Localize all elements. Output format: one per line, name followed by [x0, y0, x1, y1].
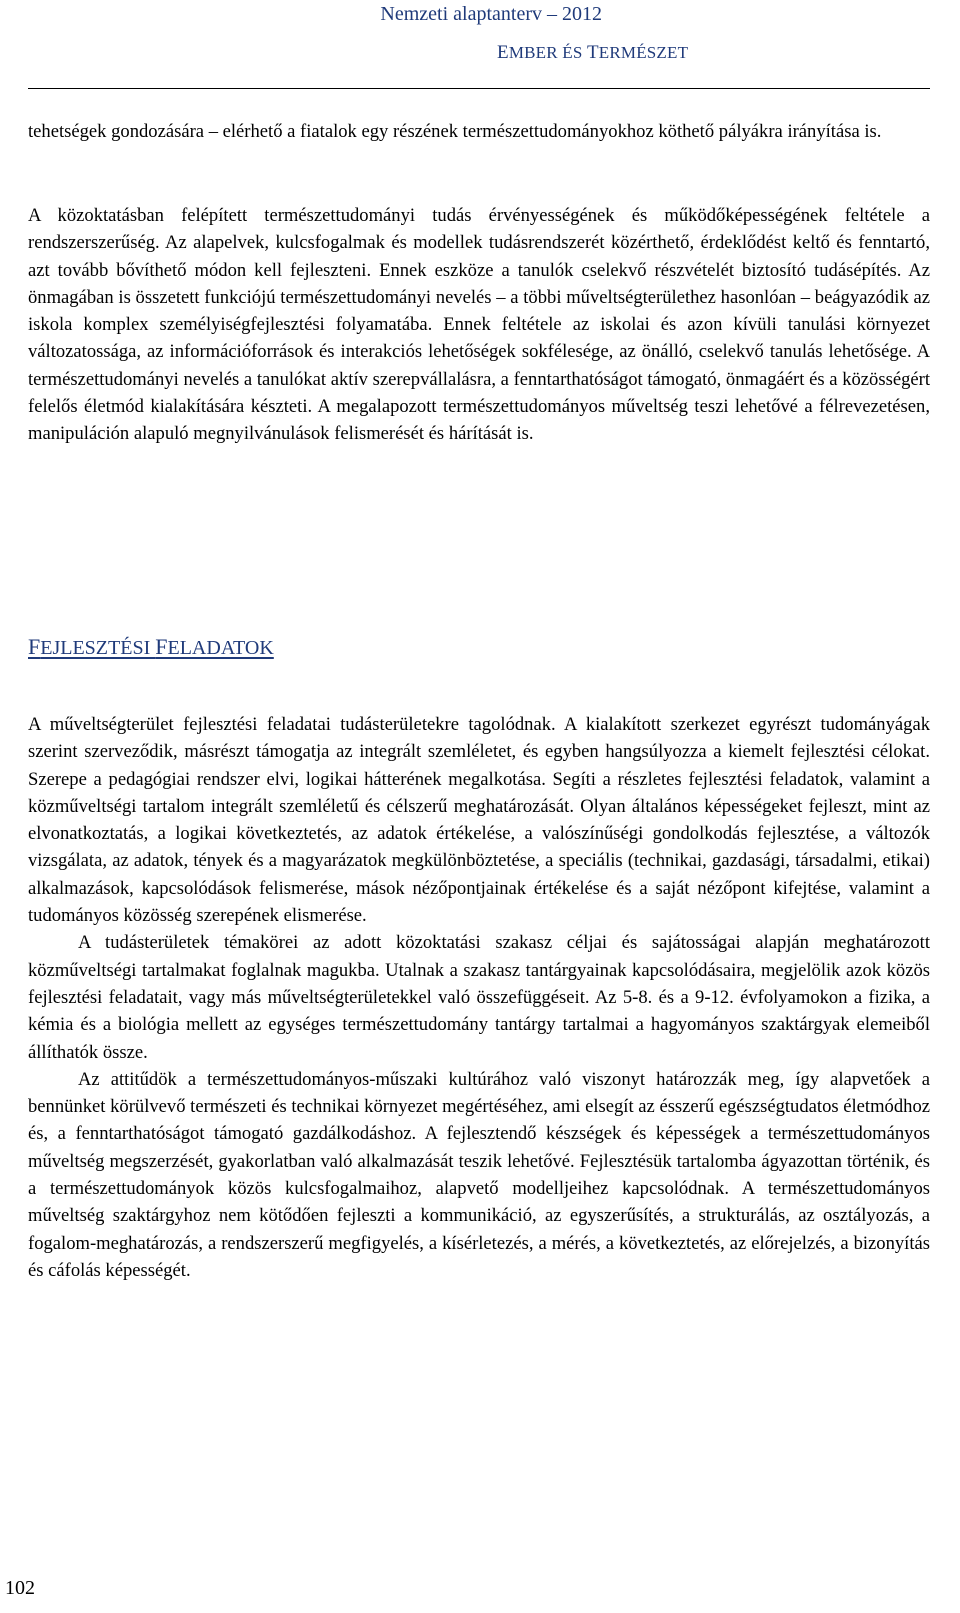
paragraph-structure: A műveltségterület fejlesztési feladatai tudásterületekre tagolódnak. A kialakított szerkezet egyrészt tudományágak szerint szerveződik, másrészt támogatja az integrált szemléletet, és egyben hangsúlyozza a kiemelt fejlesztési célokat. Szerepe a pedagógiai rendszer elvi, logikai hátterének megalkotása. Segíti a részletes fejlesztési feladatok, valamint a közműveltségi tartalom integrált szemléletű és célszerű meghatározását. Olyan általános képességeket fejleszt, mint az elvonatkoztatás, a logikai következtetés, az adatok értékelése, a valószínűségi gondolkodás fejlesztése, a változók vizsgálata, az adatok, tények és a magyarázatok megkülönböztetése, a speciális (technikai, gazdasági, társadalmi, etikai) alkalmazások, kapcsolódások felismerése, mások nézőpontjainak értékelése és a saját nézőpont kifejtése, valamint a tudományos közösség szerepének elismerése.: [28, 714, 930, 927]
paragraph-attitudes: Az attitűdök a természettudományos-műszaki kultúrához való viszonyt határozzák meg, így alapvetőek a bennünket körülvevő természeti és technikai környezet megértéséhez, ami elsegít az ésszerű egészségtudatos életmódhoz és, a fenntarthatóságot támogató gazdálkodáshoz. A fejlesztendő készségek és képességek a természettudományos műveltség megszerzését, gyakorlatban való alkalmazását teszik lehetővé. Fejlesztésük tartalomba ágyazottan történik, és a természettudományok közös kulcsfogalmaihoz, alapvető modelljeihez kapcsolódnak. A természettudományos műveltség szaktárgyhoz nem kötődően fejleszti a kommunikáció, az egyszerűsítés, a strukturálás, az osztályozás, a fogalom-meghatározás, a rendszerszerű megfigyelés, a kísérletezés, a mérés, a következtetés, az előrejelzés, a bizonyítás és cáfolás képességét.: [28, 1068, 930, 1281]
running-header-subtitle: [497, 42, 688, 64]
subtitle-initial-1: E: [497, 42, 509, 63]
running-header-title: Nemzeti alaptanterv – 2012: [380, 3, 602, 25]
heading-initial-1: F: [28, 634, 41, 659]
tasks-block: [28, 711, 930, 1284]
header-divider: [28, 88, 930, 89]
heading-rest-1: EJLESZTÉSI: [40, 637, 156, 659]
section-heading: [28, 635, 274, 660]
subtitle-initial-2: T: [586, 42, 599, 63]
paragraph-system: A közoktatásban felépített természettudományi tudás érvényességének és működőképességének feltétele a rendszerszerűség. Az alapelvek, kulcsfogalmak és modellek tudásrendszerét közérthető, érdeklődést keltő és fenntartó, azt tovább bővíthető módon kell fejleszteni. Ennek eszköze a tanulók cselekvő részvételét biztosító tudásépítés. Az önmagában is összetett funkciójú természettudományi nevelés – a többi műveltségterülethez hasonlóan – beágyazódik az iskola komplex személyiségfejlesztési folyamatába. Ennek feltétele az iskolai és azon kívüli tanulási környezet változatossága, az információforrások és interakciós lehetőségek sokfélesége, az önálló, cselekvő tanulás lehetősége. A természettudományi nevelés a tanulókat aktív szerepvállalásra, a fenntarthatóságot támogató, önmagáért és a közösségért felelős életmód kialakítására készteti. A megalapozott természettudományos műveltség teszi lehetővé a félrevezetésen, manipuláción alapuló megnyilvánulások felismerését és hárítását is.: [28, 205, 930, 445]
heading-rest-2: ELADATOK: [167, 637, 274, 659]
subtitle-rest-1: MBER ÉS: [508, 43, 587, 62]
heading-initial-2: F: [155, 634, 168, 659]
subtitle-rest-2: ERMÉSZET: [598, 43, 689, 62]
page-number: 102: [5, 1577, 35, 1599]
paragraph-continuation: tehetségek gondozására – elérhető a fiatalok egy részének természettudományokhoz köthető pályákra irányítása is.: [28, 121, 882, 142]
system-block: [28, 202, 930, 448]
intro-block: [28, 118, 930, 145]
paragraph-topics: A tudásterületek témakörei az adott közoktatási szakasz céljai és sajátosságai alapján meghatározott közműveltségi tartalmakat foglalnak magukba. Utalnak a szakasz tantárgyainak kapcsolódásaira, megjelölik azok közös fejlesztési feladatait, vagy más műveltségterületekkel való összefüggéseit. Az 5-8. és a 9-12. évfolyamokon a fizika, a kémia és a biológia mellett az egységes természettudomány tantárgy tartalmai a hagyományos szaktárgyak elemeiből állíthatók össze.: [28, 932, 930, 1063]
